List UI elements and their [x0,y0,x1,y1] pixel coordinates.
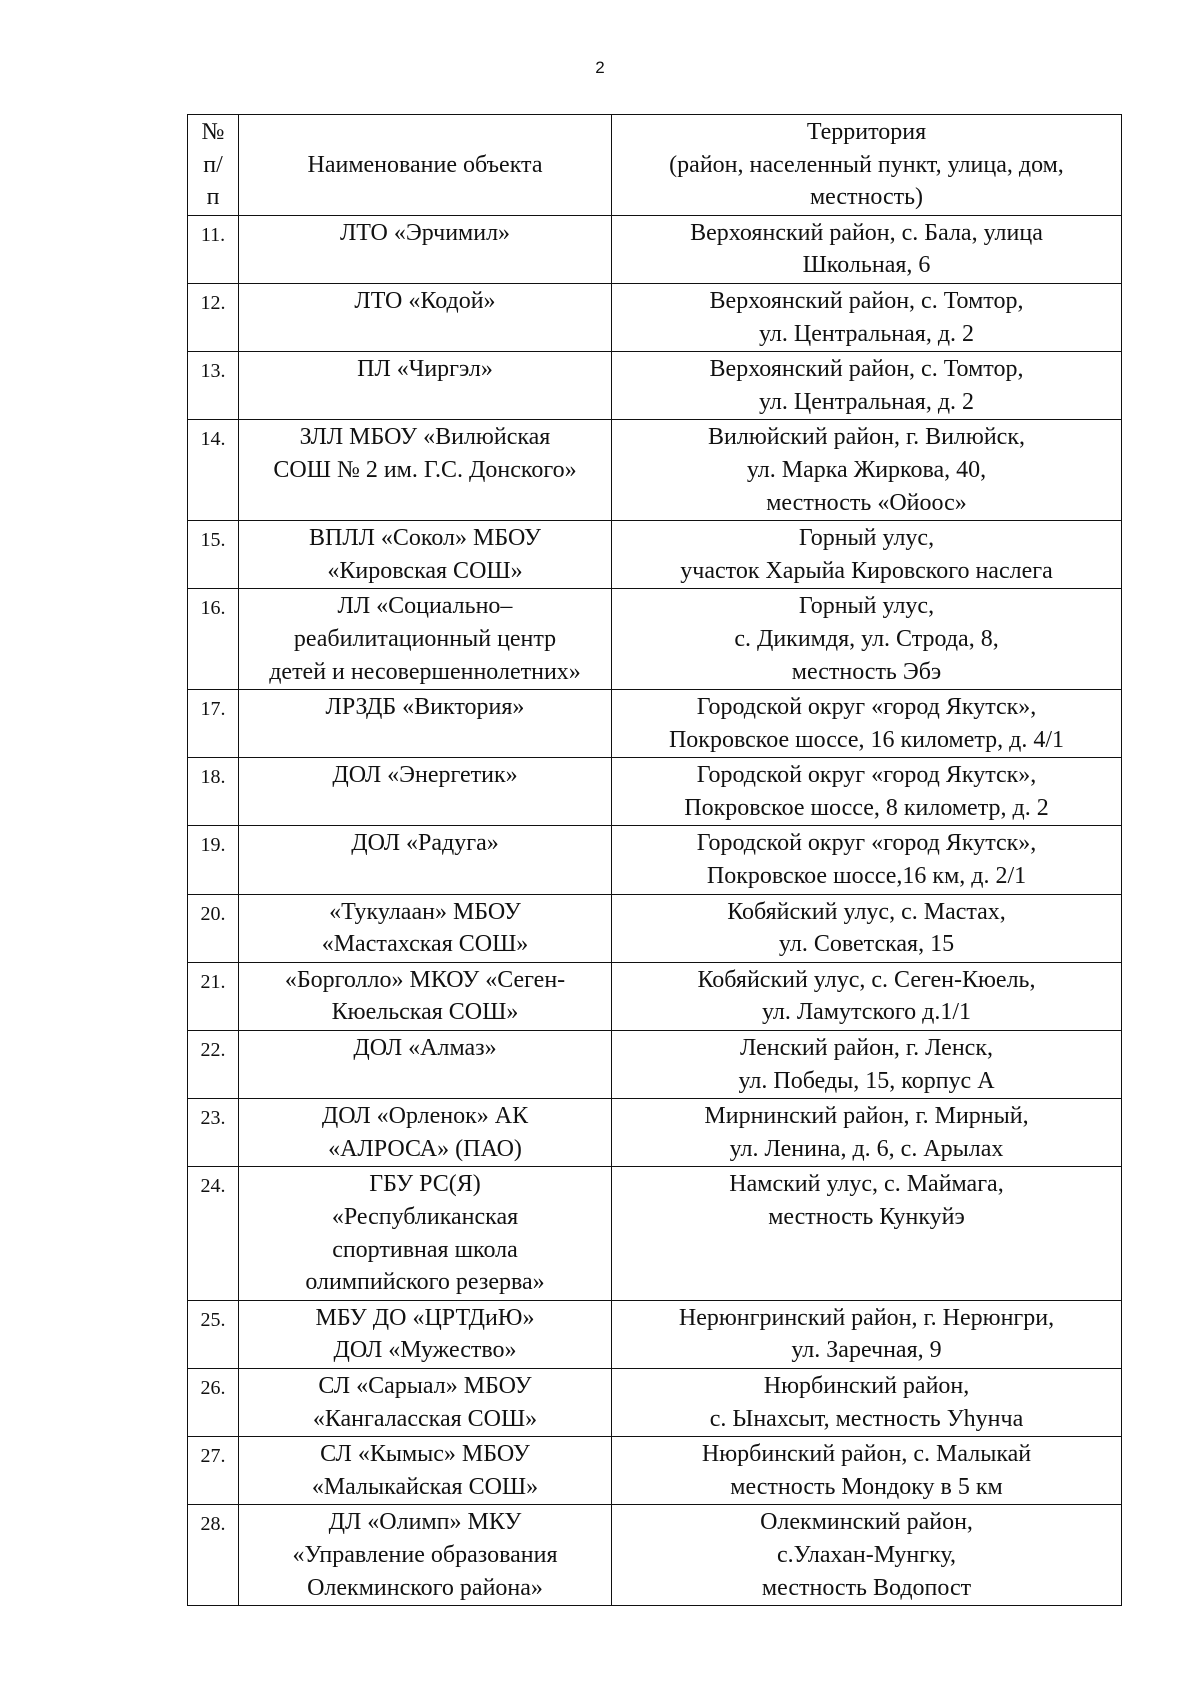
row-number: 12. [188,283,239,351]
table-row [188,1300,1122,1368]
row-number: 25. [188,1300,239,1368]
object-name-cell: ЛТО «Кодой» [239,283,612,351]
table-row [188,1031,1122,1099]
table-row [188,352,1122,420]
object-name-cell: СЛ «Кымыс» МБОУ «Малыкайская СОШ» [239,1437,612,1505]
object-name-cell: ДОЛ «Энергетик» [239,758,612,826]
territory-cell: Горный улус, с. Дикимдя, ул. Строда, 8, местность Эбэ [612,589,1122,690]
territory-cell: Городской округ «город Якутск», Покровское шоссе, 8 километр, д. 2 [612,758,1122,826]
row-number: 27. [188,1437,239,1505]
object-name-cell: «Тукулаан» МБОУ «Мастахская СОШ» [239,894,612,962]
territory-cell: Олекминский район, с.Улахан-Мунгку, местность Водопост [612,1505,1122,1606]
row-number: 24. [188,1167,239,1300]
territory-cell: Вилюйский район, г. Вилюйск, ул. Марка Жиркова, 40, местность «Ойоос» [612,420,1122,521]
object-name-cell: ЛРЗДБ «Виктория» [239,690,612,758]
territory-cell: Мирнинский район, г. Мирный, ул. Ленина, д. 6, с. Арылах [612,1099,1122,1167]
row-number: 28. [188,1505,239,1606]
table-body [188,215,1122,1605]
row-number: 18. [188,758,239,826]
row-number: 22. [188,1031,239,1099]
header-object-name: Наименование объекта [239,115,612,216]
territory-cell: Ленский район, г. Ленск, ул. Победы, 15, корпус А [612,1031,1122,1099]
header-number: № п/ п [188,115,239,216]
table-row [188,589,1122,690]
row-number: 15. [188,521,239,589]
territory-cell: Верхоянский район, с. Томтор, ул. Центральная, д. 2 [612,283,1122,351]
object-name-cell: ГБУ РС(Я) «Республиканская спортивная школа олимпийского резерва» [239,1167,612,1300]
row-number: 26. [188,1368,239,1436]
object-name-cell: СЛ «Сарыал» МБОУ «Кангаласская СОШ» [239,1368,612,1436]
object-name-cell: «Борголло» МКОУ «Сеген- Кюельская СОШ» [239,962,612,1030]
table-row [188,690,1122,758]
territory-cell: Горный улус, участок Харыйа Кировского наслега [612,521,1122,589]
row-number: 17. [188,690,239,758]
page-number: 2 [595,58,605,77]
row-number: 13. [188,352,239,420]
row-number: 19. [188,826,239,894]
table-row [188,1505,1122,1606]
table-row [188,1437,1122,1505]
object-name-cell: ДЛ «Олимп» МКУ «Управление образования Олекминского района» [239,1505,612,1606]
table-row [188,962,1122,1030]
object-name-cell: ЛТО «Эрчимил» [239,215,612,283]
territory-cell: Нюрбинский район, с. Малыкай местность Мондоку в 5 км [612,1437,1122,1505]
table-row [188,521,1122,589]
territory-cell: Верхоянский район, с. Бала, улица Школьная, 6 [612,215,1122,283]
table-row [188,215,1122,283]
territory-cell: Нерюнгринский район, г. Нерюнгри, ул. Заречная, 9 [612,1300,1122,1368]
object-name-cell: ЛЛ «Социально– реабилитационный центр детей и несовершеннолетних» [239,589,612,690]
table-row [188,894,1122,962]
header-territory: Территория (район, населенный пункт, улица, дом, местность) [612,115,1122,216]
object-name-cell: ВПЛЛ «Сокол» МБОУ «Кировская СОШ» [239,521,612,589]
object-name-cell: ЗЛЛ МБОУ «Вилюйская СОШ № 2 им. Г.С. Донского» [239,420,612,521]
territory-cell: Городской округ «город Якутск», Покровское шоссе, 16 километр, д. 4/1 [612,690,1122,758]
object-name-cell: ДОЛ «Орленок» АК «АЛРОСА» (ПАО) [239,1099,612,1167]
table-row [188,1099,1122,1167]
objects-table [187,114,1122,1606]
territory-cell: Нюрбинский район, с. Ынахсыт, местность Уhунча [612,1368,1122,1436]
table-row [188,1167,1122,1300]
territory-cell: Верхоянский район, с. Томтор, ул. Центральная, д. 2 [612,352,1122,420]
header-row [188,115,1122,216]
object-name-cell: ДОЛ «Радуга» [239,826,612,894]
row-number: 11. [188,215,239,283]
row-number: 14. [188,420,239,521]
territory-cell: Намский улус, с. Маймага, местность Кункуйэ [612,1167,1122,1300]
object-name-cell: ПЛ «Чиргэл» [239,352,612,420]
row-number: 23. [188,1099,239,1167]
row-number: 21. [188,962,239,1030]
table-header [188,115,1122,216]
row-number: 16. [188,589,239,690]
object-name-cell: МБУ ДО «ЦРТДиЮ» ДОЛ «Мужество» [239,1300,612,1368]
territory-cell: Кобяйский улус, с. Мастах, ул. Советская, 15 [612,894,1122,962]
table-row [188,420,1122,521]
table-row [188,826,1122,894]
table-row [188,1368,1122,1436]
row-number: 20. [188,894,239,962]
table-row [188,283,1122,351]
territory-cell: Городской округ «город Якутск», Покровское шоссе,16 км, д. 2/1 [612,826,1122,894]
territory-cell: Кобяйский улус, с. Сеген-Кюель, ул. Ламутского д.1/1 [612,962,1122,1030]
table-row [188,758,1122,826]
object-name-cell: ДОЛ «Алмаз» [239,1031,612,1099]
